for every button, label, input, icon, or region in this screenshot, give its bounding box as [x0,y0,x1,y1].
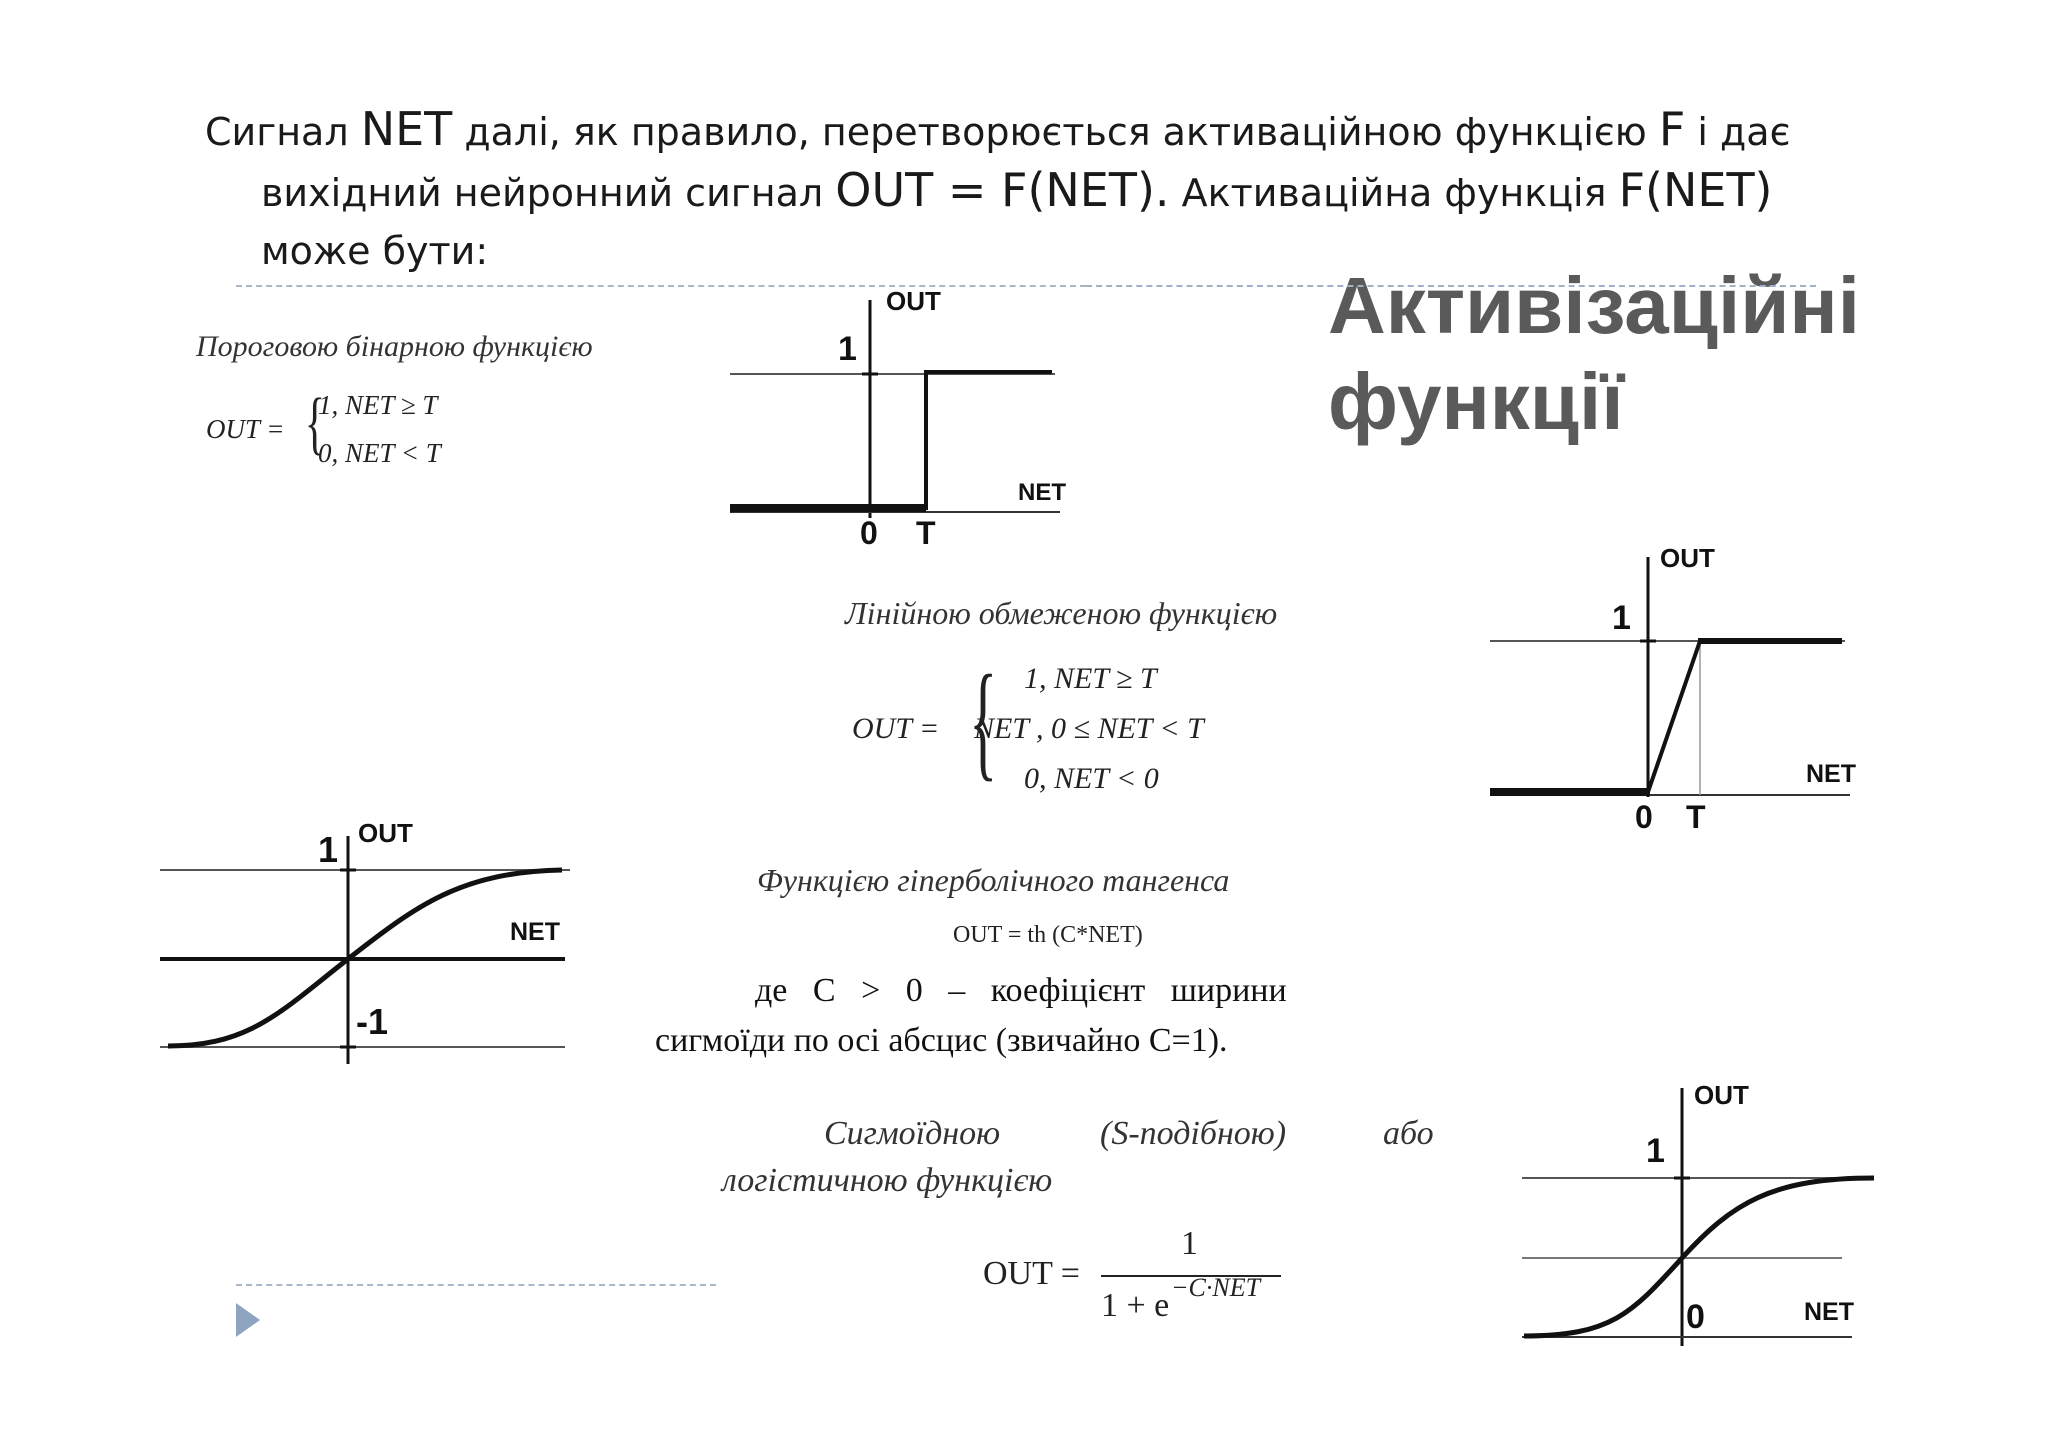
tanh-description-line-2: сигмоїди по осі абсцис (звичайно C=1). [655,1022,1228,1059]
linear-one-label: 1 [1612,599,1631,637]
intro-paragraph [205,100,1845,280]
linear-net-label: NET [1806,760,1856,788]
tanh-formula: OUT = th (C*NET) [953,922,1143,948]
sigmoid-caption-word-1: Сигмоїдною [824,1115,1001,1152]
linear-graph [1490,545,1880,835]
linear-brace: { [969,649,998,793]
heading-line-2: функції [1328,357,1624,446]
sigmoid-one-label: 1 [1646,1132,1665,1170]
tanh-net-label: NET [510,918,560,946]
sigmoid-caption-word-3: або [1383,1115,1434,1152]
threshold-zero-label: 0 [860,515,878,551]
slide-bullet-arrow-icon [236,1303,260,1337]
threshold-formula-lhs: OUT = [206,414,285,444]
sigmoid-graph [1522,1078,1882,1348]
sigmoid-zero-label: 0 [1686,1298,1705,1336]
threshold-case-1: 1, NET ≥ T [318,390,438,420]
threshold-out-label: OUT [886,286,941,316]
threshold-caption: Пороговою бінарною функцією [196,330,593,363]
sigmoid-net-label: NET [1804,1298,1854,1326]
intro-line-1: Сигнал NET далі, як правило, перетворюється активаційною функцією F і дає [205,102,1791,156]
intro-line-3: може бути: [261,229,489,273]
sigmoid-formula-lhs: OUT = [983,1255,1080,1292]
sigmoid-caption-word-2: (S-подібною) [1100,1115,1287,1152]
sigmoid-numerator: 1 [1181,1225,1198,1262]
threshold-case-2: 0, NET < T [318,438,441,468]
tanh-caption: Функцією гіперболічного тангенса [757,862,1230,898]
bottom-divider [236,1284,716,1286]
sigmoid-exponent: −C·NET [1171,1273,1261,1302]
threshold-brace: { [304,385,325,462]
sigmoid-caption-line-2: логістичною функцією [722,1162,1053,1199]
top-divider-right [1086,285,1816,287]
intro-line-2: вихідний нейронний сигнал OUT = F(NET). Активаційна функція F(NET) [261,163,1773,217]
threshold-net-label: NET [1018,479,1066,506]
tanh-out-label: OUT [358,818,413,848]
linear-zero-label: 0 [1635,799,1653,835]
linear-t-label: T [1686,799,1706,835]
tanh-description-line-1: де C > 0 – коефіцієнт ширини [755,972,1287,1009]
linear-case-2: NET , 0 ≤ NET < T [974,712,1204,745]
heading-line-1: Активізаційні [1328,261,1860,350]
sigmoid-denominator: 1 + e [1101,1287,1170,1324]
threshold-t-label: T [916,515,936,551]
linear-out-label: OUT [1660,543,1715,573]
sigmoid-out-label: OUT [1694,1080,1749,1110]
linear-caption: Лінійною обмеженою функцією [845,595,1278,631]
linear-case-3: 0, NET < 0 [1024,762,1159,795]
linear-case-1: 1, NET ≥ T [1024,662,1157,695]
tanh-graph [160,812,580,1072]
threshold-graph [730,282,1070,552]
tanh-minus-one-label: -1 [356,1001,389,1042]
linear-formula-lhs: OUT = [852,712,940,745]
threshold-one-label: 1 [838,330,857,368]
tanh-one-label: 1 [318,829,339,870]
